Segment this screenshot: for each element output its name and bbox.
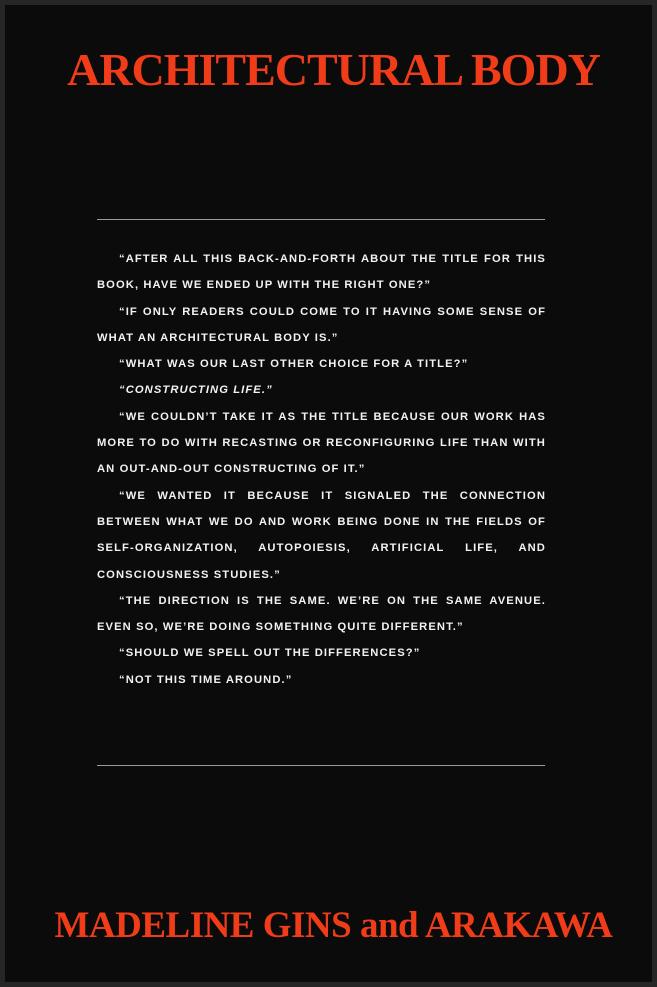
quote-3: “WHAT WAS OUR LAST OTHER CHOICE FOR A TITLE?” — [119, 358, 469, 371]
quote-6: “WE WANTED IT BECAUSE IT SIGNALED THE CONNECTION BETWEEN WHAT WE DO AND WORK BEING DONE IN THE FIELDS OF SELF-ORGANIZATION, AUTOPOIESIS, ARTIFICIAL LIFE, AND CONSCIOUSNESS STUDIES.” — [97, 489, 546, 581]
quote-7: “THE DIRECTION IS THE SAME. WE’RE ON THE SAME AVENUE. EVEN SO, WE’RE DOING SOMETHING QUITE DIFFERENT.” — [97, 594, 546, 634]
quote-8: “SHOULD WE SPELL OUT THE DIFFERENCES?” — [119, 647, 421, 660]
quote-1: “AFTER ALL THIS BACK-AND-FORTH ABOUT THE TITLE FOR THIS BOOK, HAVE WE ENDED UP WITH THE RIGHT ONE?” — [97, 253, 546, 292]
book-authors: MADELINE GINS and ARAKAWA — [54, 905, 613, 946]
book-title: ARCHITECTURAL BODY — [67, 44, 600, 95]
quote-5: “WE COULDN’T TAKE IT AS THE TITLE BECAUSE OUR WORK HAS MORE TO DO WITH RECASTING OR RECONFIGURING LIFE THAN WITH AN OUT-AND-OUT CONSTRUCTING OF IT.” — [97, 410, 546, 476]
quote-4: “CONSTRUCTING LIFE.” — [119, 384, 273, 397]
top-divider — [97, 219, 545, 220]
quote-9: “NOT THIS TIME AROUND.” — [119, 673, 293, 686]
bottom-divider — [97, 765, 545, 766]
quote-2: “IF ONLY READERS COULD COME TO IT HAVING SOME SENSE OF WHAT AN ARCHITECTURAL BODY IS.” — [97, 305, 546, 344]
dialogue-blurb — [97, 246, 546, 693]
